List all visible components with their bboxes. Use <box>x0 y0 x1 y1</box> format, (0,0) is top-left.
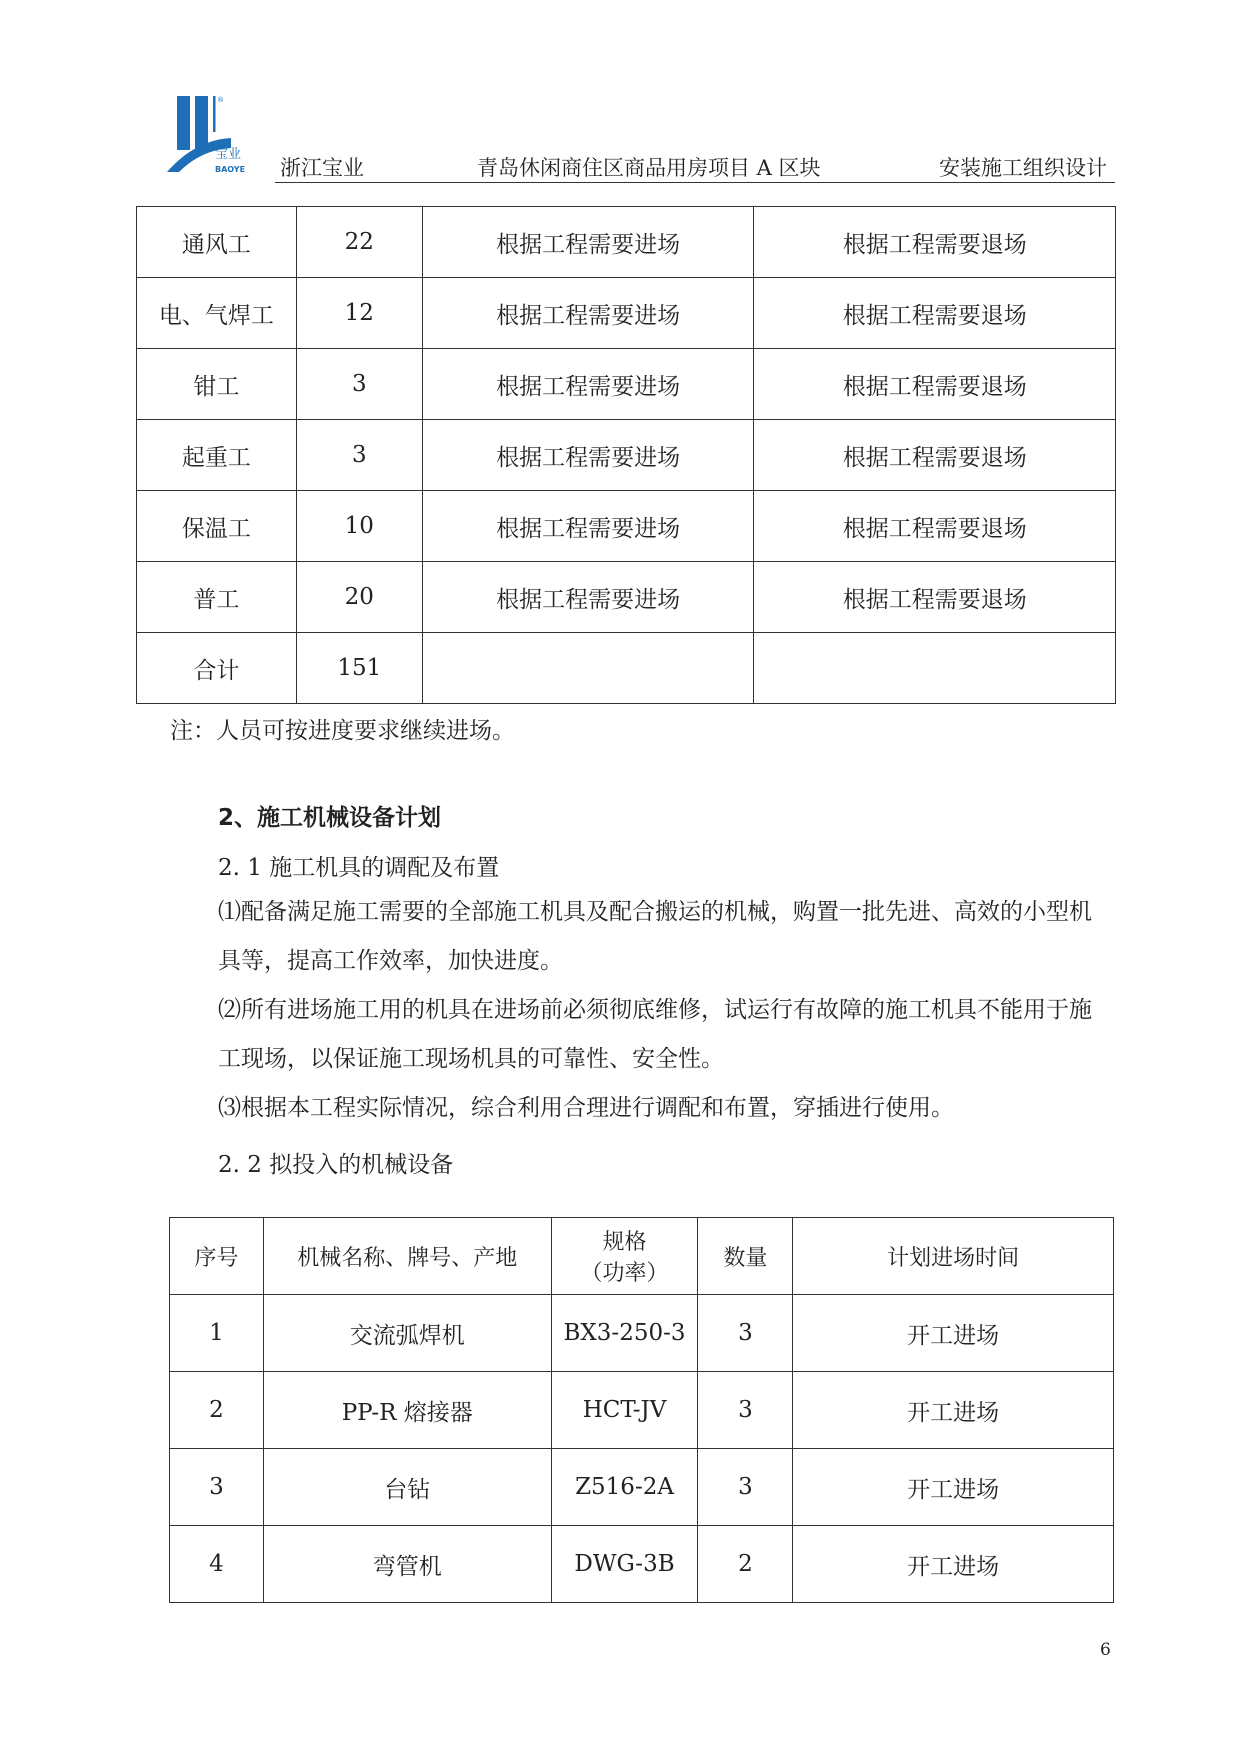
labor-table <box>136 206 1116 704</box>
labor-row-exit: 根据工程需要退场 <box>754 420 1116 491</box>
labor-row-trade: 通风工 <box>137 207 297 278</box>
equipment-row <box>170 1526 1114 1603</box>
labor-row-exit <box>754 633 1116 704</box>
equipment-row-no: 1 <box>170 1295 264 1372</box>
svg-text:宝业: 宝业 <box>215 147 242 162</box>
equipment-row-time: 开工进场 <box>793 1295 1114 1372</box>
svg-text:BAOYE: BAOYE <box>215 165 246 174</box>
labor-row-count: 151 <box>296 633 422 704</box>
labor-row <box>137 562 1116 633</box>
labor-row <box>137 633 1116 704</box>
col-header-spec: 规格 （功率） <box>551 1218 698 1295</box>
equipment-row-time: 开工进场 <box>793 1449 1114 1526</box>
equipment-row-no: 2 <box>170 1372 264 1449</box>
labor-row-trade: 电、气焊工 <box>137 278 297 349</box>
equipment-row <box>170 1372 1114 1449</box>
paragraph-1: ⑴配备满足施工需要的全部施工机具及配合搬运的机械，购置一批先进、高效的小型机具等，提高工作效率，加快进度。 <box>218 899 1092 974</box>
labor-note: 注：人员可按进度要求继续进场。 <box>170 718 515 744</box>
equipment-row-qty: 3 <box>698 1295 793 1372</box>
subsection-2-2: 2. 2 拟投入的机械设备 <box>218 1152 454 1178</box>
labor-row-enter: 根据工程需要进场 <box>422 420 754 491</box>
labor-row-count: 20 <box>296 562 422 633</box>
equipment-row-spec: Z516-2A <box>551 1449 698 1526</box>
labor-row-count: 3 <box>296 349 422 420</box>
labor-row-enter: 根据工程需要进场 <box>422 491 754 562</box>
page-header <box>165 82 1115 178</box>
equipment-row-qty: 3 <box>698 1449 793 1526</box>
labor-row-trade: 普工 <box>137 562 297 633</box>
labor-row <box>137 207 1116 278</box>
equipment-row-qty: 3 <box>698 1372 793 1449</box>
col-header-no: 序号 <box>170 1218 264 1295</box>
labor-row-trade: 钳工 <box>137 349 297 420</box>
labor-row <box>137 349 1116 420</box>
equipment-table <box>169 1217 1114 1603</box>
equipment-row-no: 3 <box>170 1449 264 1526</box>
equipment-row-qty: 2 <box>698 1526 793 1603</box>
col-header-time: 计划进场时间 <box>793 1218 1114 1295</box>
equipment-row-spec: HCT-JV <box>551 1372 698 1449</box>
labor-row <box>137 278 1116 349</box>
equipment-row-name: 弯管机 <box>263 1526 551 1603</box>
equipment-row-spec: BX3-250-3 <box>551 1295 698 1372</box>
labor-row-enter: 根据工程需要进场 <box>422 562 754 633</box>
col-header-name: 机械名称、牌号、产地 <box>263 1218 551 1295</box>
labor-row-count: 10 <box>296 491 422 562</box>
labor-row-count: 12 <box>296 278 422 349</box>
equipment-row <box>170 1295 1114 1372</box>
equipment-row-time: 开工进场 <box>793 1526 1114 1603</box>
labor-row-count: 22 <box>296 207 422 278</box>
labor-row-enter: 根据工程需要进场 <box>422 349 754 420</box>
labor-row-exit: 根据工程需要退场 <box>754 491 1116 562</box>
equipment-row-name: 交流弧焊机 <box>263 1295 551 1372</box>
equipment-header-row <box>170 1218 1114 1295</box>
equipment-row-spec: DWG-3B <box>551 1526 698 1603</box>
labor-row-enter <box>422 633 754 704</box>
baoye-logo-icon <box>165 90 260 176</box>
header-project: 青岛休闲商住区商品用房项目 A 区块 <box>477 156 821 180</box>
labor-row-exit: 根据工程需要退场 <box>754 278 1116 349</box>
paragraph-2: ⑵所有进场施工用的机具在进场前必须彻底维修，试运行有故障的施工机具不能用于施工现场，以保证施工现场机具的可靠性、安全性。 <box>218 997 1092 1072</box>
header-divider <box>275 182 1115 183</box>
equipment-row-name: 台钻 <box>263 1449 551 1526</box>
subsection-2-1: 2. 1 施工机具的调配及布置 <box>218 855 500 881</box>
header-company: 浙江宝业 <box>280 156 364 180</box>
labor-row <box>137 420 1116 491</box>
labor-row-trade: 合计 <box>137 633 297 704</box>
paragraph-3: ⑶根据本工程实际情况，综合利用合理进行调配和布置，穿插进行使用。 <box>218 1095 954 1121</box>
labor-row-enter: 根据工程需要进场 <box>422 278 754 349</box>
header-document-title: 安装施工组织设计 <box>939 156 1107 180</box>
equipment-row-time: 开工进场 <box>793 1372 1114 1449</box>
equipment-row-no: 4 <box>170 1526 264 1603</box>
equipment-row-name: PP-R 熔接器 <box>263 1372 551 1449</box>
labor-row-trade: 保温工 <box>137 491 297 562</box>
labor-row-trade: 起重工 <box>137 420 297 491</box>
labor-row <box>137 491 1116 562</box>
page-number: 6 <box>1100 1640 1111 1660</box>
section-heading: 2、施工机械设备计划 <box>218 805 442 831</box>
labor-row-exit: 根据工程需要退场 <box>754 349 1116 420</box>
svg-text:®: ® <box>217 96 224 104</box>
labor-row-count: 3 <box>296 420 422 491</box>
col-header-qty: 数量 <box>698 1218 793 1295</box>
labor-row-exit: 根据工程需要退场 <box>754 562 1116 633</box>
equipment-row <box>170 1449 1114 1526</box>
labor-row-enter: 根据工程需要进场 <box>422 207 754 278</box>
labor-row-exit: 根据工程需要退场 <box>754 207 1116 278</box>
